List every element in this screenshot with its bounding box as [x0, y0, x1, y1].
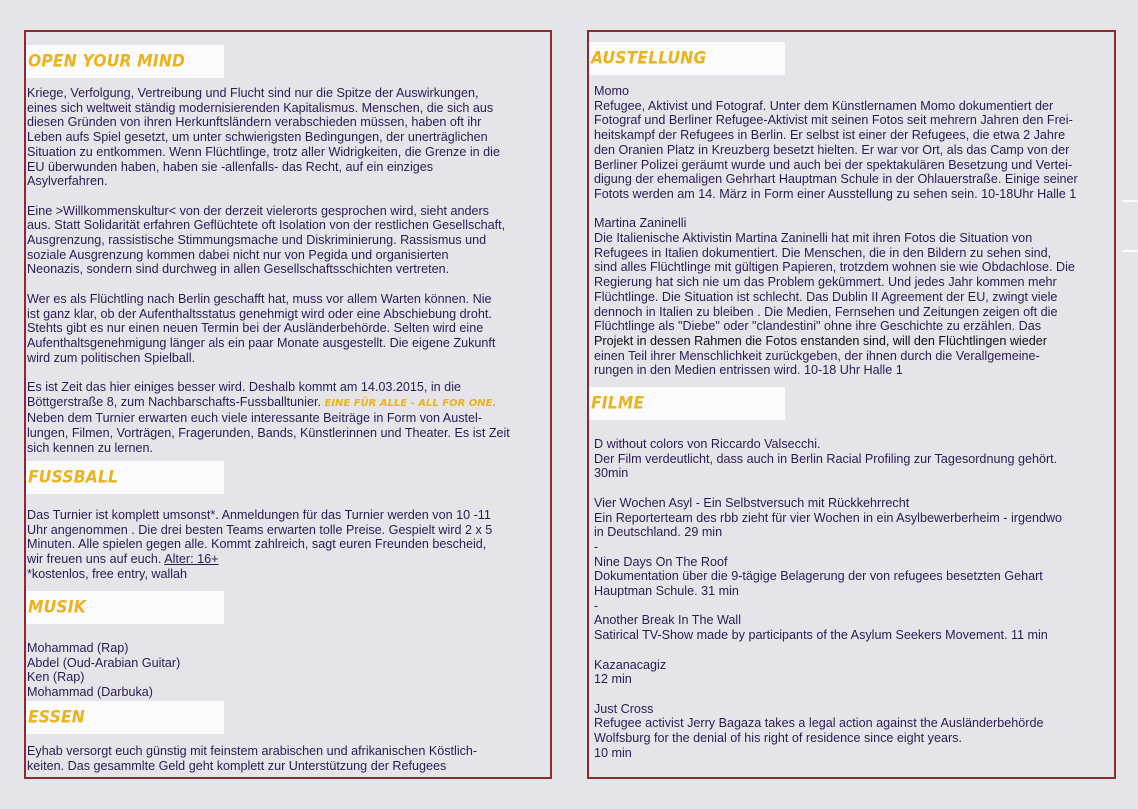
heading-filme: FILME [591, 393, 645, 413]
edge-mark [1122, 250, 1138, 252]
footnote: *kostenlos, free entry, wallah [27, 566, 188, 581]
film-entry: D without colors von Riccardo Valsecchi. Der Film verdeutlicht, dass auch in Berlin Racial Profiling zur Tagesordnung gehört. 30min [594, 437, 1058, 481]
film-title: Kazanacagiz [594, 657, 667, 672]
musician: Mohammad (Darbuka) [27, 685, 153, 700]
musician: Abdel (Oud-Arabian Guitar) [27, 655, 181, 670]
film-entry: Nine Days On The Roof Dokumentation über die 9-tägige Belagerung der von refugees besetzten Gehart Hauptman Schule. 31 min - [594, 554, 1043, 613]
exhibitor-name: Momo [594, 84, 629, 98]
film-separator: - [594, 539, 599, 554]
motto: EINE FÜR ALLE - ALL FOR ONE. [324, 397, 497, 409]
film-entry: Just Cross Refugee activist Jerry Bagaza takes a legal action against the Ausländerbehörde Wolfsburg for the denial of his right of residence since eight years. 10 min [594, 701, 1044, 760]
filme-list [594, 437, 1114, 760]
heading-box-fussball [26, 461, 224, 494]
heading-fussball: FUSSBALL [28, 467, 119, 487]
heading-box-essen [26, 701, 224, 734]
heading-box-filme [589, 387, 785, 420]
fussball-text: Das Turnier ist komplett umsonst*. Anmeldungen für das Turnier werden von 10 -11 Uhr angenommen . Die drei besten Teams erwarten tolle Preise. Gespielt wird 2 x 5 Minuten. Alle spielen gegen alle. Kommt zahlreich, sagt euren Freunden bescheid, wir freuen uns auf euch. Alter: 16+ *kostenlos, free entry, wallah [27, 508, 493, 581]
film-entry: Kazanacagiz 12 min [594, 657, 667, 687]
heading-box-open-your-mind [26, 45, 224, 78]
film-title: Vier Wochen Asyl - Ein Selbstversuch mit Rückkehrrecht [594, 495, 910, 510]
heading-austellung: AUSTELLUNG [591, 48, 707, 68]
edge-mark [1122, 200, 1138, 202]
heading-musik: MUSIK [28, 597, 86, 617]
exhibitor-martina: Martina Zaninelli Die Italienische Aktivistin Martina Zaninelli hat mit ihren Fotos die Situation von Refugees in Italien dokumentiert. Die Menschen, die in den Bildern zu sehen sind, sind alles Flüchtlinge mit gültigen Papieren, trotzdem wohnen sie wie Obdachlose. Die Regierung hat sich nie um das Problem gekümmert. Und jedes Jahr kommen mehr Flüchtlinge. Die Situation ist schlecht. Das Dublin II Agreement der EU, zwingt viele dennoch in Italien zu bleiben . Die Medien, Fernsehen und Zeitungen zeigen oft die Flüchtlinge als "Diebe" oder "clandestini" ohne ihre Geschichte zu erzählen. Das Projekt in dessen Rahmen die Fotos enstanden sind, will den Flüchtlingen wieder einen Teil ihrer Menschlichkeit zurückgeben, der ihnen durch die Verallgemeine- rungen in den Medien entrissen wird. 10-18 Uhr Halle 1 [594, 216, 1075, 378]
musik-lineup [27, 641, 551, 700]
heading-box-musik [26, 591, 224, 624]
austellung-text [594, 84, 1114, 378]
film-separator: - [594, 598, 599, 613]
film-entry: Vier Wochen Asyl - Ein Selbstversuch mit Rückkehrrecht Ein Reporterteam des rbb zieht für vier Wochen in ein Asylbewerberheim - irgendwo in Deutschland. 29 min - [594, 495, 1063, 554]
heading-essen: ESSEN [28, 707, 85, 727]
film-title: Another Break In The Wall [594, 613, 741, 628]
paragraph-intro: Kriege, Verfolgung, Vertreibung und Flucht sind nur die Spitze der Auswirkungen, eines sich weltweit ständig modernisierenden Kapitalismus. Menschen, die sich aus diesen Gründen von ihren Herkunftsländern verabschieden müssen, haben oft ihr Leben aufs Spiel gesetzt, um unter schwierigsten Bedingungen, der unerträglichen Situation zu entkommen. Wenn Flüchtlinge, trotz aller Widrigkeiten, die Grenze in die EU überwunden haben, haben sie -allenfalls- das Recht, auf ein einziges Asylverfahren. [27, 86, 500, 189]
paragraph-willkommenskultur: Eine >Willkommenskultur< von der derzeit vielerorts gesprochen wird, sieht anders aus. Statt Solidarität erfahren Geflüchtete oft Isolation von der restlichen Gesellschaft, Ausgrenzung, rassistische Stimmungsmache und Diskriminierung. Rassismus und soziale Ausgrenzung kommen dabei nicht nur von Pegida und organisierten Neonazis, sondern sind durchweg in allen Gesellschaftsschichten vertreten. [27, 203, 506, 277]
film-entry: Another Break In The Wall Satirical TV-Show made by participants of the Asylum Seekers Movement. 11 min [594, 613, 1048, 643]
heading-box-austellung [589, 42, 785, 75]
heading-open-your-mind: OPEN YOUR MIND [28, 51, 186, 71]
paragraph-warten: Wer es als Flüchtling nach Berlin geschafft hat, muss vor allem Warten können. Nie ist ganz klar, ob der Aufenthaltsstatus genehmigt wird oder eine Abschiebung droht. Stehts gibt es nur einen neuen Termin bei der Ausländerbehörde. Selten wird eine Aufenthaltsgenehmigung länger als ein paar Monate ausgestellt. Die eigene Zukunft wird zum politischen Spielball. [27, 291, 496, 365]
film-title: D without colors von Riccardo Valsecchi. [594, 437, 821, 451]
musician: Mohammad (Rap) [27, 641, 129, 655]
age-limit: Alter: 16+ [164, 552, 219, 567]
right-page [587, 30, 1116, 779]
film-title: Just Cross [594, 701, 654, 716]
exhibitor-momo: Momo Refugee, Aktivist und Fotograf. Unter dem Künstlernamen Momo dokumentiert der Fotograf und Berliner Refugee-Aktivist mit seinen Fotos seit mehrern Jahren den Frei- heitskampf der Refugees in Berlin. Er selbst ist einer der Refugees, die etwa 2 Jahre den Oranien Platz in Kreuzberg besetzt hielten. Er war vor Ort, als das Camp von der Berliner Polizei geräumt wurde und auch bei der spektakulären Besetzung und Vertei- digung der ehemaligen Gehrhart Hauptman Schule in der Ohlauerstraße. Einige seiner Fotots werden am 14. März in Form einer Ausstellung zu sehen sein. 10-18Uhr Halle 1 [594, 84, 1078, 201]
paragraph-closing: Es ist Zeit das hier einiges besser wird. Deshalb kommt am 14.03.2015, in die Böttgerstraße 8, zum Nachbarschafts-Fussballtunier. EINE FÜR ALLE - ALL FOR ONE. Neben dem Turnier erwarten euch viele interessante Beiträge in Form von Austel- lungen, Filmen, Vorträgen, Fragerunden, Bands, Künstlerinnen und Theater. Es ist Zeit sich kennen zu lernen. [27, 380, 510, 455]
essen-text: Eyhab versorgt euch günstig mit feinstem arabischen und afrikanischen Köstlich- keiten. Das gesammlte Geld geht komplett zur Unterstützung der Refugees [27, 744, 478, 773]
musician: Ken (Rap) [27, 670, 85, 685]
open-your-mind-text [27, 86, 551, 456]
film-title: Nine Days On The Roof [594, 554, 728, 569]
left-page [24, 30, 552, 779]
exhibitor-name: Martina Zaninelli [594, 216, 687, 231]
